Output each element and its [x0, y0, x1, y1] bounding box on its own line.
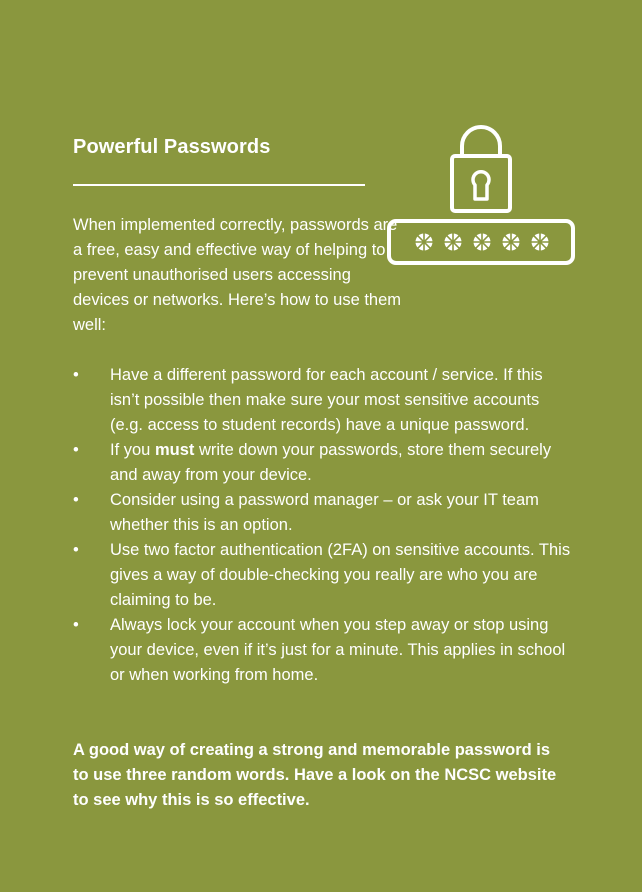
intro-paragraph: When implemented correctly, passwords are a free, easy and effective way of helping to prevent unauthorised users accessing devices or networks. Here’s how to use them well: — [73, 216, 402, 334]
bullet-marker: • — [73, 491, 79, 509]
list-item — [73, 613, 573, 688]
bullet-marker: • — [73, 441, 79, 459]
bullet-marker: • — [73, 616, 79, 634]
list-item-text: Always lock your account when you step away or stop using your device, even if it’s just for a minute. This applies in school or when working from home. — [110, 616, 566, 684]
bullet-marker: • — [73, 366, 79, 384]
emphasis-must: must — [154, 441, 195, 459]
title-divider — [73, 184, 365, 186]
bullet-marker: • — [73, 541, 79, 559]
list-item — [73, 438, 573, 488]
list-item-text-start: If you — [110, 441, 155, 459]
tips-list — [73, 363, 573, 688]
list-item-text-end: write down your passwords, store them securely and away from your device. — [110, 441, 552, 484]
list-item-text: Use two factor authentication (2FA) on sensitive accounts. This gives a way of double-checking you really are who you are claiming to be. — [110, 541, 571, 609]
list-item — [73, 363, 573, 438]
page-title: Powerful Passwords — [73, 136, 271, 158]
closing-paragraph: A good way of creating a strong and memorable password is to use three random words. Have a look on the NCSC website to see why this is so effective. — [73, 741, 557, 809]
list-item — [73, 538, 573, 613]
list-item-text — [110, 438, 573, 488]
padlock-password-field-icon — [385, 122, 577, 268]
list-item-text: Have a different password for each account / service. If this isn’t possible then make sure your most sensitive accounts (e.g. access to student records) have a unique password. — [110, 366, 543, 434]
list-item-text: Consider using a password manager – or ask your IT team whether this is an option. — [110, 491, 539, 534]
list-item — [73, 488, 573, 538]
